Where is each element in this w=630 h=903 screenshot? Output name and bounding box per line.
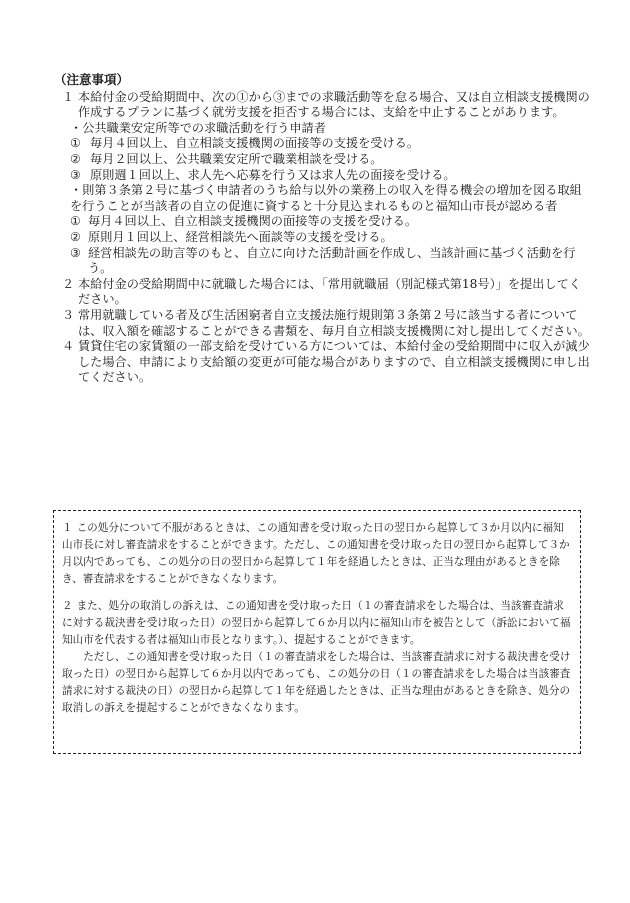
group-a-item-2 <box>50 152 590 168</box>
note-item-text: 本給付金の受給期間中に就職した場合には、「常用就職届（別記様式第18号）」を提出してください。 <box>78 276 581 307</box>
note-item-text: 常用就職している者及び生活困窮者自立支援法施行規則第３条第２号に該当する者については、収入額を確認することができる書類を、毎月自立相談支援機関に対し提出してください。 <box>78 307 590 338</box>
note-item-4 <box>50 339 590 386</box>
note-item-2 <box>50 277 590 308</box>
group-b-item-3 <box>50 246 590 277</box>
appeal-item-text: また、処分の取消しの訴えは、この通知書を受け取った日（１の審査請求をした場合は、当該審査請求に対する裁決書を受け取った日）の翌日から起算して６か月以内に福知山市を被告として（訴訟において福知山市を代表する者は福知山市長となります。）、提起することができます。 <box>62 600 571 646</box>
group-b-item-text: 経営相談先の助言等のもと、自立に向けた活動計画を作成し、当該計画に基づく活動を行う。 <box>88 245 576 276</box>
circled-number: ③ <box>70 245 81 260</box>
group-a-item-3 <box>50 168 590 184</box>
appeal-item-text: この処分について不服があるときは、この通知書を受け取った日の翌日から起算して３か月以内に福知山市長に対し審査請求をすることができます。ただし、この通知書を受け取った日の翌日から起算して３か月以内であっても、この処分の日の翌日から起算して１年を経過したときは、正当な理由があるときを除き、審査請求をすることができなくなります。 <box>62 522 570 585</box>
group-a-item-text: 毎月２回以上、公共職業安定所で職業相談を受ける。 <box>90 151 383 166</box>
group-a-title: ・公共職業安定所等での求職活動を行う申請者 <box>70 120 326 135</box>
spacer <box>62 588 572 598</box>
note-item-text: 本給付金の受給期間中、次の①から③までの求職活動等を怠る場合、又は自立相談支援機関の作成するプランに基づく就労支援を拒否する場合には、支給を中止することがあります。 <box>78 89 590 120</box>
appeal-item-2 <box>62 598 572 649</box>
appeal-item-number: ２ <box>62 600 73 612</box>
note-item-number: ３ <box>62 307 75 322</box>
appeal-item-2-proviso: ただし、この通知書を受け取った日（１の審査請求をした場合は、当該審査請求に対する裁決書を受け取った日）の翌日から起算して６か月以内であっても、この処分の日（１の審査請求をした場合は当該審査請求に対する裁決の日）の翌日から起算して１年を経過したときは、正当な理由があるときを除き、処分の取消しの訴えを提起することができなくなります。 <box>62 651 571 714</box>
group-b-item-2 <box>50 230 590 246</box>
notes-heading: （注意事項） <box>54 72 130 87</box>
note-item-1 <box>50 90 590 121</box>
note-item-text: 賃貸住宅の家賃額の一部支給を受けている方については、本給付金の受給期間中に収入が減少した場合、申請により支給額の変更が可能な場合がありますので、自立相談支援機関に申し出てください。 <box>78 339 590 385</box>
notes-section <box>50 72 590 386</box>
group-b-title: ・則第３条第２号に基づく申請者のうち給与以外の業務上の収入を得る機会の増加を図る取組を行うことが当該者の自立の促進に資すると十分見込まれるものと福知山市長が認める者 <box>70 183 582 213</box>
group-a-item-text: 毎月４回以上、自立相談支援機関の面接等の支援を受ける。 <box>90 136 420 151</box>
appeal-item-1 <box>62 520 572 588</box>
note-item-number: ２ <box>62 276 75 291</box>
appeal-notice-box <box>53 510 581 754</box>
group-b-item-text: 原則月１回以上、経営相談先へ面談等の支援を受ける。 <box>88 229 393 244</box>
circled-number: ③ <box>70 167 81 182</box>
group-b-item-1 <box>50 214 590 230</box>
circled-number: ② <box>70 151 81 166</box>
note-item-number: １ <box>62 89 75 104</box>
circled-number: ② <box>70 229 81 244</box>
group-b-item-text: 毎月４回以上、自立相談支援機関の面接等の支援を受ける。 <box>88 214 418 229</box>
circled-number: ① <box>70 136 81 151</box>
note-item-number: ４ <box>62 339 75 354</box>
appeal-item-number: １ <box>62 522 73 534</box>
note-item-3 <box>50 308 590 339</box>
group-a-item-text: 原則週１回以上、求人先へ応募を行う又は求人先の面接を受ける。 <box>90 167 456 182</box>
group-a-item-1 <box>50 136 590 152</box>
circled-number: ① <box>70 214 81 229</box>
